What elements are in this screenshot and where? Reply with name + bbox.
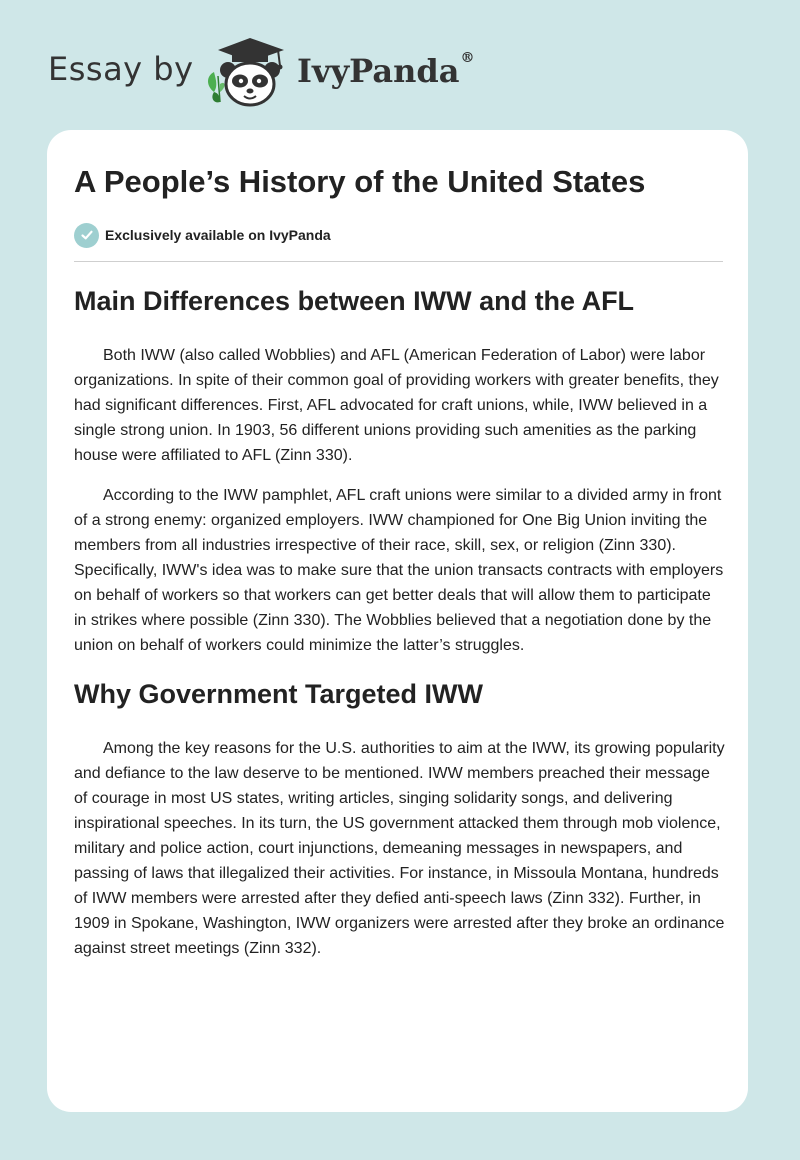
essay-card	[47, 130, 748, 1112]
brand-name: IvyPanda	[297, 52, 460, 90]
exclusive-badge-text: Exclusively available on IvyPanda	[105, 227, 331, 243]
title-divider	[74, 261, 723, 262]
section-heading-government: Why Government Targeted IWW	[74, 679, 484, 709]
check-icon	[74, 223, 99, 248]
brand-logo-text[interactable]	[297, 52, 474, 90]
ivy-leaf-icon	[208, 72, 225, 102]
paragraph: According to the IWW pamphlet, AFL craft unions were similar to a divided army in front of a strong enemy: organized employers. IWW championed for One Big Union inviting the members from all industries irrespective of their race, skill, sex, or religion (Zinn 330). Specifically, IWW's idea was to make sure that the union transacts contracts with employers on behalf of workers so that workers can get better deals that will allow them to participate in strikes where possible (Zinn 330). The Wobblies believed that a negotiation done by the union on behalf of workers could minimize the latter’s struggles.	[74, 487, 724, 654]
page-title: A People’s History of the United States	[74, 164, 646, 199]
section-body-differences	[74, 343, 726, 673]
exclusive-badge	[74, 222, 331, 248]
paragraph: Among the key reasons for the U.S. authorities to aim at the IWW, its growing popularity and defiance to the law deserve to be mentioned. IWW members preached their message of courage in most US states, writing articles, singing solidarity songs, and delivering inspirational speeches. In its turn, the US government attacked them through mob violence, military and police action, court injunctions, demeaning messages in newspapers, and passing of laws that illegalized their activities. For instance, in Missoula Montana, hundreds of IWW members were arrested after they defied anti-speech laws (Zinn 332). Further, in 1909 in Spokane, Washington, IWW organizers were arrested after they broke an ordinance against street meetings (Zinn 332).	[74, 740, 725, 957]
section-heading-differences: Main Differences between IWW and the AFL	[74, 286, 635, 316]
site-header	[0, 0, 800, 130]
registered-mark: ®	[460, 50, 475, 66]
paragraph: Both IWW (also called Wobblies) and AFL (American Federation of Labor) were labor organizations. In spite of their common goal of providing workers with greater benefits, they had significant differences. First, AFL advocated for craft unions, while, IWW believed in a single strong union. In 1903, 56 different unions providing such amenities as the parking house were affiliated to AFL (Zinn 330).	[74, 347, 719, 464]
panda-graduate-logo-icon[interactable]	[200, 36, 292, 108]
section-body-government	[74, 736, 726, 976]
essay-by-label: Essay by	[48, 50, 194, 88]
